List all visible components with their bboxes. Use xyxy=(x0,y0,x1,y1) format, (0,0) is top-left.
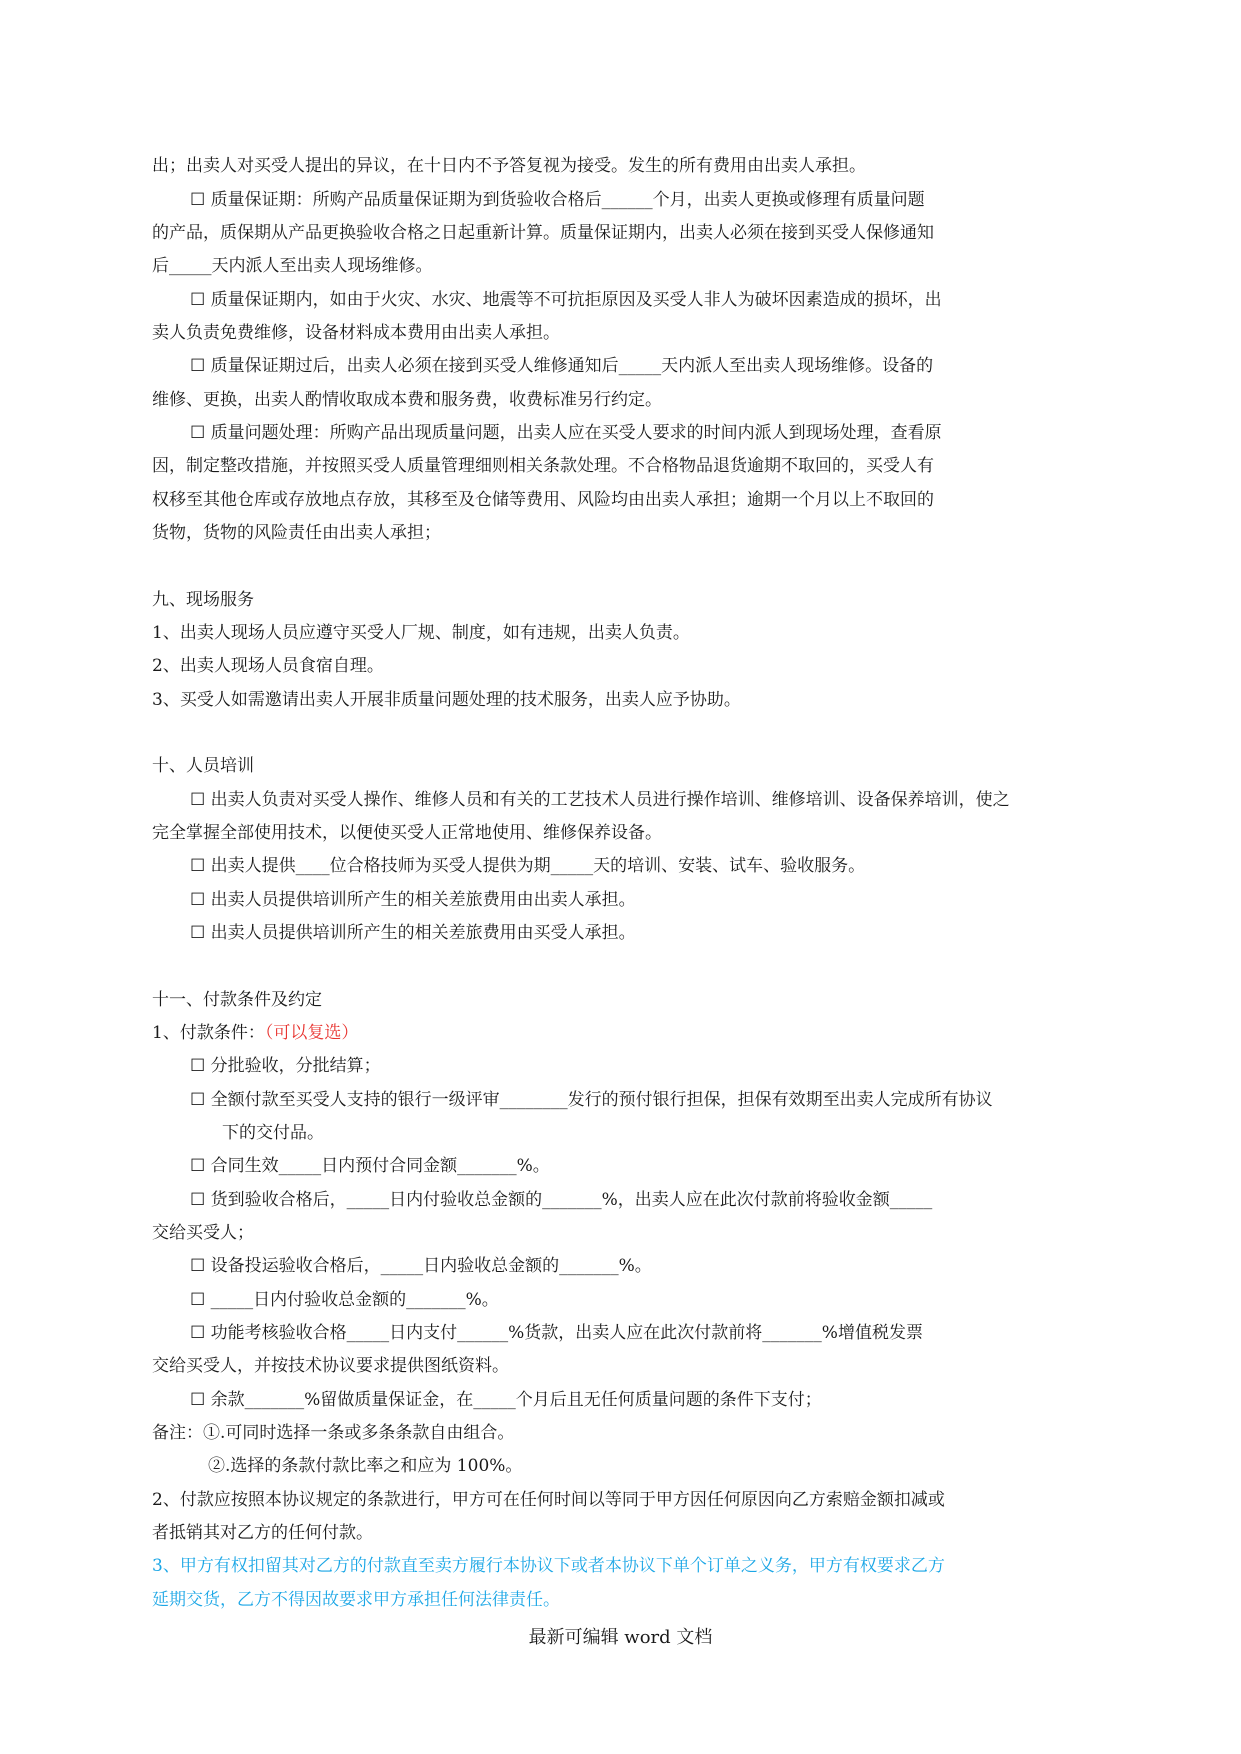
text-line: ☐ 出卖人员提供培训所产生的相关差旅费用由买受人承担。 xyxy=(190,923,636,943)
text-line: ☐ 功能考核验收合格_____日内支付______%货款，出卖人应在此次付款前将_______%增值税发票 xyxy=(190,1323,923,1343)
text-line: ☐ 质量保证期过后，出卖人必须在接到买受人维修通知后_____天内派人至出卖人现场维修。设备的 xyxy=(190,356,934,376)
text-line: 的产品，质保期从产品更换验收合格之日起重新计算。质量保证期内，出卖人必须在接到买受人保修通知 xyxy=(152,223,934,243)
text-line: ☐ 余款_______%留做质量保证金，在_____个月后且无任何质量问题的条件下支付； xyxy=(190,1390,822,1410)
text-line: 者抵销其对乙方的任何付款。 xyxy=(152,1523,373,1543)
text-line: 卖人负责免费维修，设备材料成本费用由出卖人承担。 xyxy=(152,323,560,343)
text-line: ☐ 出卖人负责对买受人操作、维修人员和有关的工艺技术人员进行操作培训、维修培训、设备保养培训，使之 xyxy=(190,790,1010,810)
text-line: 货物，货物的风险责任由出卖人承担； xyxy=(152,523,441,543)
text-line: 十、人员培训 xyxy=(152,756,254,776)
text-line: 交给买受人； xyxy=(152,1223,254,1243)
text-line: ☐ 全额付款至买受人支持的银行一级评审________发行的预付银行担保，担保有效期至出卖人完成所有协议 xyxy=(190,1090,993,1110)
text-line: 维修、更换，出卖人酌情收取成本费和服务费，收费标准另行约定。 xyxy=(152,390,662,410)
text-line: ☐ 出卖人员提供培训所产生的相关差旅费用由出卖人承担。 xyxy=(190,890,636,910)
text-line: 完全掌握全部使用技术，以便使买受人正常地使用、维修保养设备。 xyxy=(152,823,662,843)
text-line: 十一、付款条件及约定 xyxy=(152,990,322,1010)
text-line: ☐ 货到验收合格后，_____日内付验收总金额的_______%，出卖人应在此次付款前将验收金额_____ xyxy=(190,1190,933,1210)
optional-note: （可以复选） xyxy=(264,1023,359,1043)
text-line: 交给买受人，并按技术协议要求提供图纸资料。 xyxy=(152,1356,509,1376)
text-line: ☐ 质量保证期：所购产品质量保证期为到货验收合格后______个月，出卖人更换或修理有质量问题 xyxy=(190,190,925,210)
text-line: 因，制定整改措施，并按照买受人质量管理细则相关条款处理。不合格物品退货逾期不取回的，买受人有 xyxy=(152,456,934,476)
text-line: 出；出卖人对买受人提出的异议，在十日内不予答复视为接受。发生的所有费用由出卖人承担。 xyxy=(152,156,866,176)
text-line: ☐ 质量问题处理：所购产品出现质量问题，出卖人应在买受人要求的时间内派人到现场处理，查看原 xyxy=(190,423,942,443)
text-line: 3、甲方有权扣留其对乙方的付款直至卖方履行本协议下或者本协议下单个订单之义务，甲方有权要求乙方 xyxy=(152,1556,945,1576)
text-line: 2、付款应按照本协议规定的条款进行，甲方可在任何时间以等同于甲方因任何原因向乙方索赔金额扣减或 xyxy=(152,1490,945,1510)
text-line: 备注：①.可同时选择一条或多条条款自由组合。 xyxy=(152,1423,515,1443)
text-line: 九、现场服务 xyxy=(152,590,254,610)
text-line: ☐ 合同生效_____日内预付合同金额_______%。 xyxy=(190,1156,550,1176)
text-line: 下的交付品。 xyxy=(222,1123,324,1143)
text-line: 1、出卖人现场人员应遵守买受人厂规、制度，如有违规，出卖人负责。 xyxy=(152,623,690,643)
text-line: 1、付款条件：（可以复选） xyxy=(152,1023,359,1043)
page-footer: 最新可编辑 word 文档 xyxy=(528,1627,713,1648)
text-line: 延期交货，乙方不得因故要求甲方承担任何法律责任。 xyxy=(152,1590,560,1610)
text-line: 权移至其他仓库或存放地点存放，其移至及仓储等费用、风险均由出卖人承担；逾期一个月以上不取回的 xyxy=(152,490,934,510)
text-line: 3、买受人如需邀请出卖人开展非质量问题处理的技术服务，出卖人应予协助。 xyxy=(152,690,741,710)
text-line: ☐ _____日内付验收总金额的_______%。 xyxy=(190,1290,499,1310)
text-line: ☐ 分批验收，分批结算； xyxy=(190,1056,381,1076)
text-line: ☐ 设备投运验收合格后，_____日内验收总金额的_______%。 xyxy=(190,1256,652,1276)
text-line: ☐ 质量保证期内，如由于火灾、水灾、地震等不可抗拒原因及买受人非人为破坏因素造成的损坏，出 xyxy=(190,290,942,310)
text-line: ②.选择的条款付款比率之和应为 100%。 xyxy=(208,1456,523,1476)
text-line: ☐ 出卖人提供____位合格技师为买受人提供为期_____天的培训、安装、试车、验收服务。 xyxy=(190,856,866,876)
text-line: 后_____天内派人至出卖人现场维修。 xyxy=(152,256,433,276)
text-line: 2、出卖人现场人员食宿自理。 xyxy=(152,656,384,676)
